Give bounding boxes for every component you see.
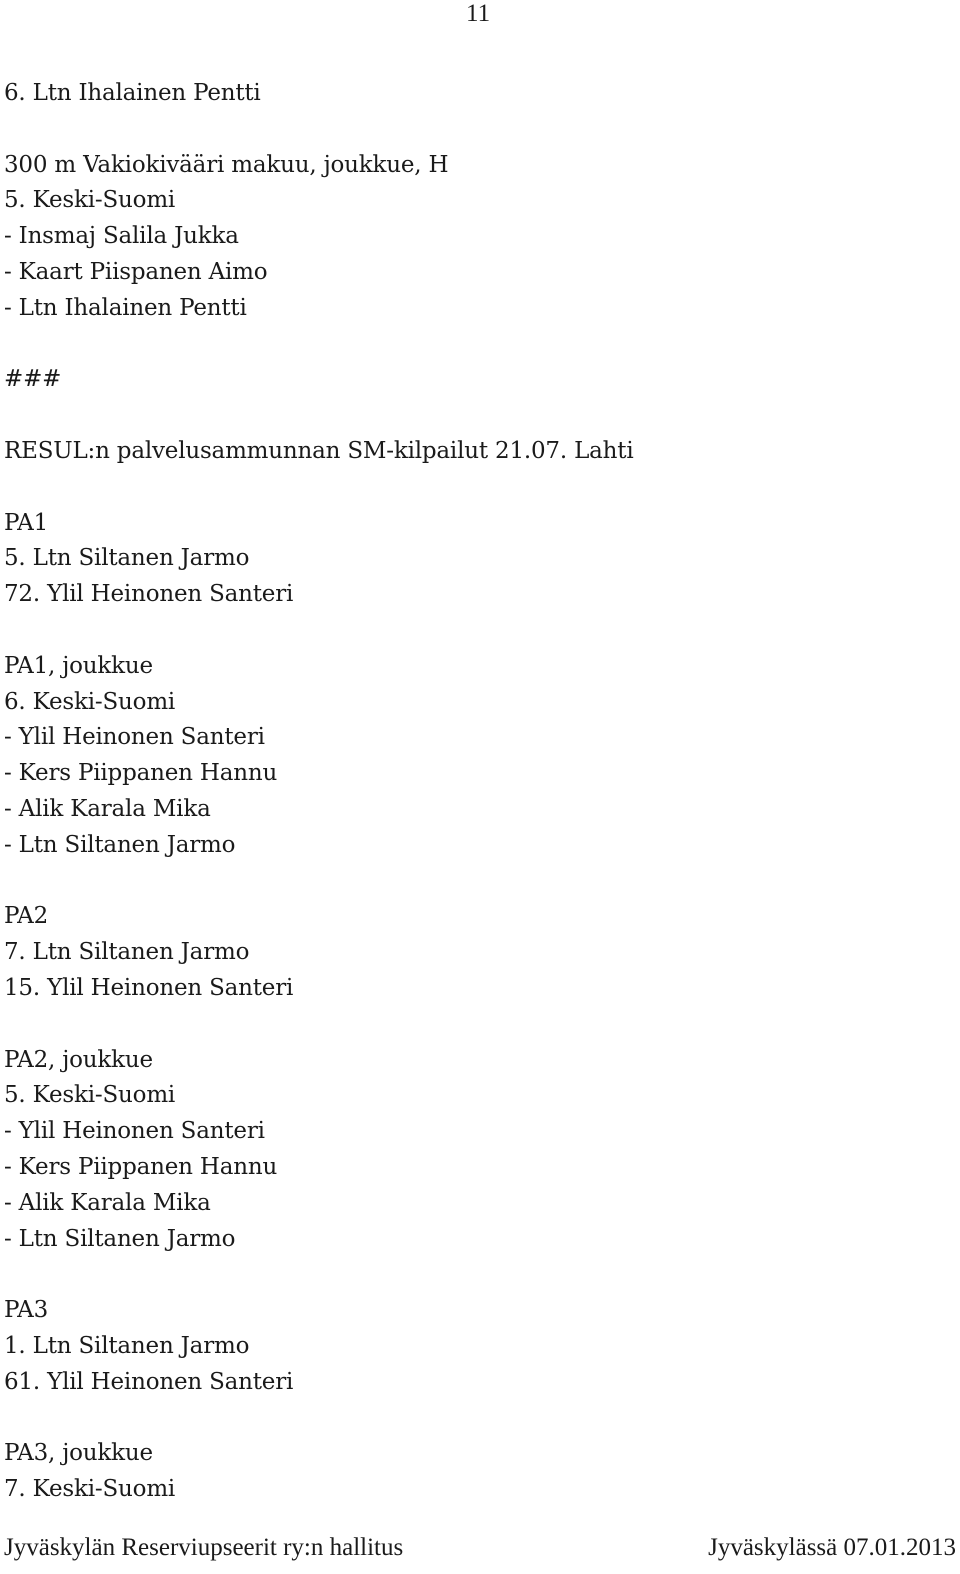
text-line: - Ltn Siltanen Jarmo [4, 831, 236, 858]
page-footer [4, 1530, 956, 1566]
text-line: - Ltn Siltanen Jarmo [4, 1225, 236, 1252]
section-heading: PA2 [4, 903, 49, 930]
text-line: - Alik Karala Mika [4, 1189, 211, 1216]
text-line: - Alik Karala Mika [4, 795, 211, 822]
text-line: 5. Keski-Suomi [4, 1082, 176, 1109]
event-title: RESUL:n palvelusammunnan SM-kilpailut 21.07. Lahti [4, 437, 634, 464]
footer-organization: Jyväskylän Reserviupseerit ry:n hallitus [4, 1534, 404, 1561]
section-heading: PA2, joukkue [4, 1046, 153, 1073]
section-heading: 300 m Vakiokivääri makuu, joukkue, H [4, 151, 449, 178]
text-line: - Ltn Ihalainen Pentti [4, 294, 247, 321]
blank-line [4, 1007, 944, 1043]
document-body [4, 76, 944, 1508]
section-heading: PA1 [4, 509, 49, 536]
blank-line [4, 864, 944, 900]
text-line: 15. Ylil Heinonen Santeri [4, 974, 294, 1001]
text-line: 5. Ltn Siltanen Jarmo [4, 545, 250, 572]
text-line: 5. Keski-Suomi [4, 187, 176, 214]
text-line: 72. Ylil Heinonen Santeri [4, 581, 294, 608]
text-line: 61. Ylil Heinonen Santeri [4, 1368, 294, 1395]
text-line: 1. Ltn Siltanen Jarmo [4, 1332, 250, 1359]
blank-line [4, 112, 944, 148]
text-line: - Ylil Heinonen Santeri [4, 1118, 265, 1145]
footer-place-date: Jyväskylässä 07.01.2013 [708, 1534, 956, 1561]
separator-text: ### [4, 366, 62, 393]
text-line: 7. Ltn Siltanen Jarmo [4, 939, 250, 966]
text-line: - Ylil Heinonen Santeri [4, 724, 265, 751]
text-line: - Kers Piippanen Hannu [4, 1153, 278, 1180]
blank-line [4, 327, 944, 363]
text-line: 6. Keski-Suomi [4, 688, 176, 715]
text-line: 6. Ltn Ihalainen Pentti [4, 80, 261, 106]
page-number: 11 [466, 0, 491, 27]
blank-line [4, 398, 944, 434]
section-heading: PA1, joukkue [4, 652, 153, 679]
text-line: - Kaart Piispanen Aimo [4, 258, 268, 285]
blank-line [4, 613, 944, 649]
section-heading: PA3 [4, 1297, 49, 1324]
text-line: - Insmaj Salila Jukka [4, 223, 239, 250]
blank-line [4, 470, 944, 506]
blank-line [4, 1257, 944, 1293]
text-line: - Kers Piippanen Hannu [4, 760, 278, 787]
text-line: 7. Keski-Suomi [4, 1476, 176, 1503]
blank-line [4, 1400, 944, 1436]
section-heading: PA3, joukkue [4, 1440, 153, 1467]
